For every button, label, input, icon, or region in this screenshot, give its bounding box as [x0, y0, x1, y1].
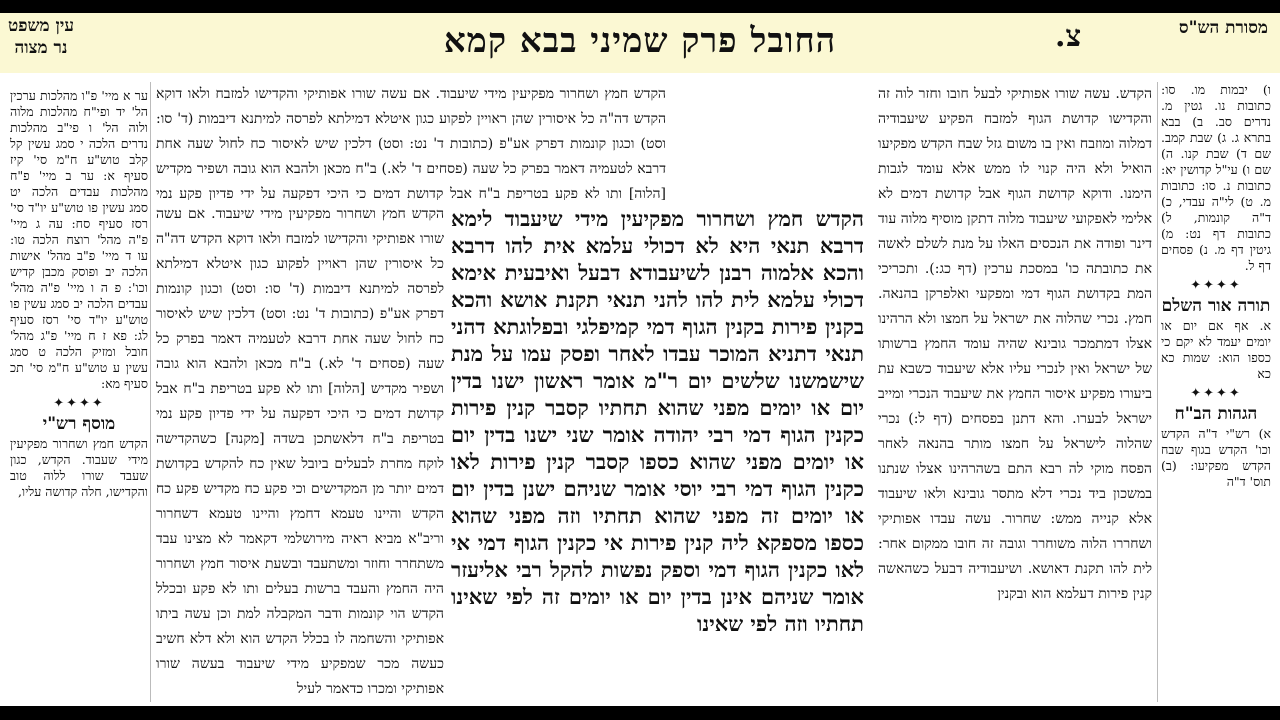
ornament-divider: ✦✦✦✦	[1190, 386, 1242, 401]
page-header	[0, 13, 1280, 73]
tosfot-column	[156, 202, 444, 702]
musaf-rashi-title: מוסף רש"י	[42, 414, 116, 434]
ein-mishpat-column	[10, 88, 148, 700]
masoret-header	[1179, 17, 1268, 39]
masoret-text: ו) יבמות מו. סו: כתובות נו. גטין מ. נדרים סב. ב) בבא בתרא ג. ג) שבת קמב. שם ד) שבת קנו. ה) שם ו) עי"ל קדושין יא: כתובות נ. סו: כתובות מ. ט) לי"ה עבדי, כ) ד"ה קונמות, ל) כתובות דף נט: מ) גיטין דף מ. נ) פסחים דף ל.	[1161, 82, 1271, 273]
ornament-divider: ✦✦✦✦	[1190, 278, 1242, 293]
musaf-rashi-text: הקדש חמץ ושחרור מפקיעין מידי שעבוד. הקדש, כגון שעבד שורו ללוה טוב והקדישו, חלה קדושה עליו,	[10, 436, 148, 499]
ner-mitzva-label: נר מצוה	[14, 38, 68, 58]
rashi-text: הקדש. עשה שורו אפותיקי לבעל חובו וחזר לוה זה והקדישו קדושת הגוף למזבח הפקיע שיעבודיה דמלוה ומוזבח ואין בו משום גזל שבח הקדש מפקיעו הואיל ולא היה קנוי לו ממש אלא עומד לגבות הימנו. ודוקא קדושת הגוף אבל קדושת דמים לא אלימי לאפקועי שיעבוד מלוה דתקן מוסיף מלוה עוד דינר ופודה את הנכסים האלו על מנת לשלם לאשה את כתובתה כו' במסכת ערכין (דף כג:). ותכריכי המת בקדושת הגוף דמי ומפקעי ואלפרקן בהנאה. חמץ. נכרי שהלוה את ישראל על חמצו ולא הרהינו אצלו דמתמכר גובינא שהיה עומד החמץ ברשותו של ישראל ואין לנכרי עליו אלא שיעבוד כשבא עת ביעורו מפקיע איסור החמץ את שיעבוד הנכרי ומייב ישראל לבערו. והא דתנן בפסחים (דף ל:) נכרי שהלוה לישראל על חמצו מותר בהנאה לאחר הפסח מוקי לה רבא התם בשהרהינו אצלו שנתנו במשכון ביד נכרי דלא מתסר גובינא ולאו שיעבוד אלא קנייה ממש: שחרור. עשה עבדו אפותיקי ושחררו הלוה משוחרר וגובה זה חובו ממקום אחר: לית להו תקנת דאושא. ושיעבודיה דבעל כשהאשה קנין פירות דעלמא הוא ובקנין	[878, 86, 1152, 602]
masoret-column	[1161, 82, 1271, 702]
torah-or-title: תורה אור השלם	[1161, 296, 1271, 316]
tosfot-text-top: הקדש חמץ ושחרור מפקיעין מידי שיעבוד. אם עשה שורו אפותיקי והקדישו למזבח ולאו דוקא הקדש דה"ה כל איסורין שהן ראויין לפקוע כגון איטלא דמילתא לפרסה למיתנא דיבמות (ד' סו: וסט) וכגון קונמות דפרק אע"פ (כתובות ד' נט: וסט) דלכין שיש לאיסור כח לחול שעה אחת דרבא לטעמיה דאמר בפרק כל שעה (פסחים ד' לא.) ב"ח מכאן ולהבא הוא גובה ושפיר מקדיש [הלוה] ותו לא פקע בטריפת ב"ח אבל קדושת דמים כי היכי דפקעה על ידי פדיון פקע נמי	[156, 86, 666, 200]
gemara-text: הקדש חמץ ושחרור מפקיעין מידי שיעבוד לימא דרבא תנאי היא לא דכולי עלמא אית להו דרבא והכא אלמוה רבנן לשיעבודא דבעל ואיבעית אימא דכולי עלמא לית להו להני תנאי תקנת אושא והכא בקנין פירות בקנין הגוף דמי קמיפלגי ובפלוגתא דהני תנאי דתניא המוכר עבדו לאחר ופסק עמו על מנת שישמשנו שלשים יום ר"מ אומר ראשון ישנו בדין יום או יומים מפני שהוא תחתיו קסבר קנין פירות כקנין הגוף דמי רבי יהודה אומר שני ישנו בדין יום או יומים מפני שהוא כספו קסבר קנין פירות לאו כקנין הגוף דמי רבי יוסי אומר שניהם ישנן בדין יום או יומים זה מפני שהוא תחתיו וזה מפני שהוא כספו מספקא ליה קנין פירות אי כקנין הגוף דמי אי לאו כקנין הגוף דמי וספק נפשות להקל רבי אליעזר אומר שניהם אינן בדין יום או יומים זה לפי שאינו תחתיו וזה לפי שאינו	[451, 206, 864, 636]
top-black-bar	[0, 0, 1280, 13]
masoret-label: מסורת הש"ס	[1178, 18, 1268, 38]
ein-mishpat-header	[8, 15, 74, 59]
tosfot-text: הקדש חמץ ושחרור מפקיעין מידי שיעבוד. אם עשה שורו אפותיקי והקדישו למזבח ולאו דוקא הקדש דה"ה כל איסורין שהן ראויין לפקוע כגון איטלא דמילתא לפרסה למיתנא דיבמות (ד' סו: וסט) וכגון קונמות דפרק אע"פ (כתובות ד' נט: וסט) דלכין שיש לאיסור כח לחול שעה אחת דרבא לטעמיה דאמר בפרק כל שעה (פסחים ד' לא.) ב"ח מכאן ולהבא הוא גובה ושפיר מקדיש [הלוה] ותו לא פקע בטריפת ב"ח אבל קדושת דמים כי היכי דפקעה על ידי פדיון פקע נמי בטריפת ב"ח דלאשתכן בשדה [מקנה] כשהקדישה לוקח מחרת לבעלים ביובל שאין כח להקדש בקדושת דמים יותר מן המקדישים וכי פקע כח מקדיש פקע כח הקדש והיינו טעמא דחמץ והיינו טעמא דשחרור וריב"א מביא ראיה מירושלמי דקאמר לא מצינו עבד משתחרר וחוזר ומשתעבד ובשעת איסור חמץ ושחרור היה החמץ והעבד ברשות בעלים ותו לא פקע ובכלל הקדש הוי קונמות ודבר המקבלה למת וכן עשה ביתו אפותיקי והשחמה לו בכלל הקדש הוא ולא דלא חשיב כעשה מכר שמפקיע מידי שיעבוד בעשה שורו אפותיקי ומכרו כדאמר לעיל	[156, 206, 444, 697]
hagahot-text: א) רש"י ד"ה הקדש וכו' הקדש בגוף שבח הקדש מפקיעו: (ב) תוס' ד"ה	[1161, 426, 1271, 489]
rashi-column	[878, 82, 1152, 702]
column-divider	[150, 82, 151, 702]
ein-mishpat-label: עין משפט	[8, 16, 74, 36]
torah-or-text: א. אף אם יום או יומים יעמד לא יקם כי כספו הוא: שמות כא כא	[1161, 318, 1271, 381]
folio-number: צ.	[1055, 19, 1082, 54]
page-title: החובל פרק שמיני בבא קמא	[443, 21, 837, 61]
ornament-divider: ✦✦✦✦	[53, 396, 105, 411]
gemara-column	[451, 205, 864, 703]
bottom-black-bar	[0, 706, 1280, 720]
tosfot-top	[156, 82, 666, 200]
ein-mishpat-text: ער א מיי' פ"ו מהלכות ערכין הל' יד ופי"ח מהלכות מלוה ולוה הל' ו פי"ב מהלכות נדרים הלכה י סמג עשין קל קלב טוש"ע ח"מ סי' קיז סעיף א: ער ב מיי' פ"ח מהלכות עבדים הלכה יט סמג עשין פו טוש"ע יו"ד סי' רסז סעיף סח: עה ג מיי' פ"ה מהל' רוצח הלכה טו: עו ד מיי' פ"ב מהל' אישות הלכה יב ופוסק מכבן קדיש וכו': פ ה ו מיי' פ"ה מהל' עבדים הלכה יב סמג עשין פו טוש"ע יו"ד סי' רסז סעיף לג: פא ז ח מיי' פ"ג מהל' חובל ומזיק הלכה ט סמג עשין ע טוש"ע ח"מ סי' תכ סעיף מא:	[10, 88, 148, 391]
hagahot-title: הגהות הב"ח	[1174, 404, 1258, 424]
column-divider	[1157, 82, 1158, 702]
